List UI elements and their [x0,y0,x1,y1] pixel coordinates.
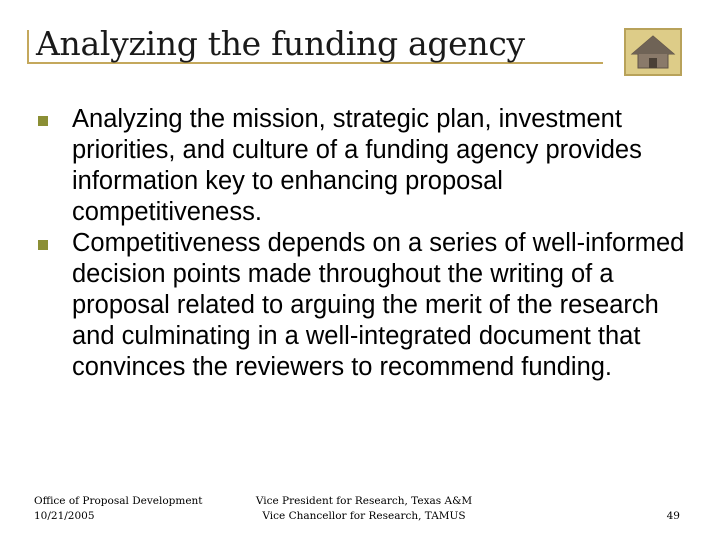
bullet-item [38,104,688,228]
bullet-marker [38,240,48,250]
footer-vp-research: Vice President for Research, Texas A&M [255,495,473,507]
footer-date: 10/21/2005 [34,510,95,522]
home-button[interactable] [624,28,682,76]
bullet-item [38,228,688,383]
page-number: 49 [666,510,680,522]
footer-vc-research: Vice Chancellor for Research, TAMUS [262,510,466,522]
bullet-text: Analyzing the mission, strategic plan, investment priorities, and culture of a funding agency provides information key to enhancing proposal competitiveness. [72,105,642,226]
bullet-list [38,104,688,383]
title-rule-vertical [27,30,29,62]
slide-title: Analyzing the funding agency [36,24,525,63]
footer-center [254,494,474,524]
footer-office: Office of Proposal Development [34,495,203,507]
footer-left [34,494,203,524]
bullet-marker [38,116,48,126]
bullet-text: Competitiveness depends on a series of well-informed decision points made throughout the writing of a proposal related to arguing the merit of the research and culminating in a well-integrated document that convinces the reviewers to recommend funding. [72,229,685,381]
home-icon [626,30,680,74]
